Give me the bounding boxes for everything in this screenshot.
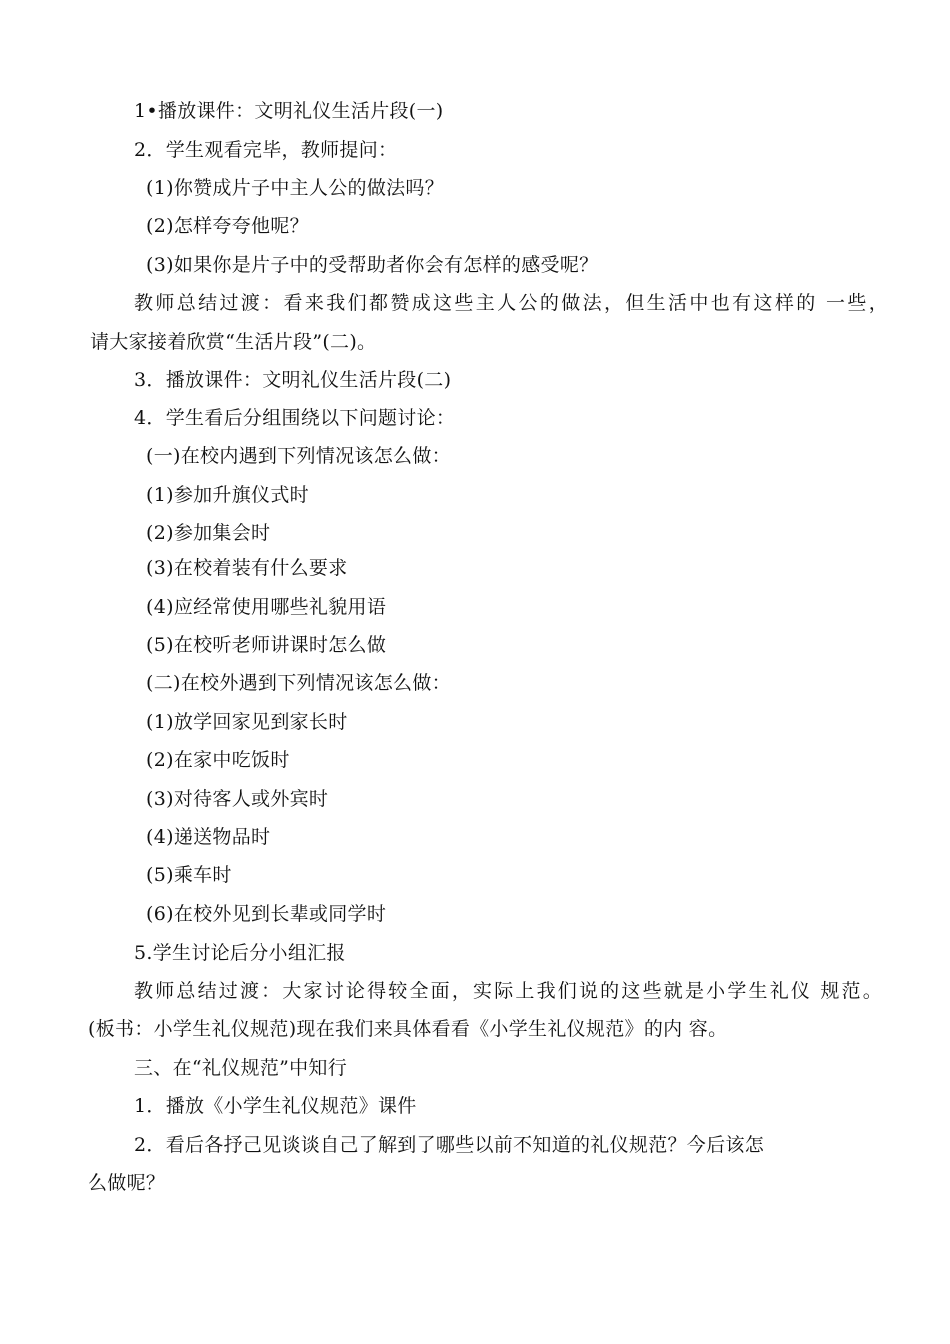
section-inside-school: (一)在校内遇到下列情况该怎么做： (146, 445, 451, 467)
outside-item-3: (3)对待客人或外宾时 (146, 788, 329, 810)
outside-item-6: (6)在校外见到长辈或同学时 (146, 903, 387, 925)
question-1: (1)你赞成片子中主人公的做法吗？ (146, 177, 445, 199)
part-3-heading: 三、在“礼仪规范”中知行 (134, 1057, 348, 1079)
outside-item-1: (1)放学回家见到家长时 (146, 711, 348, 733)
outside-item-5: (5)乘车时 (146, 864, 232, 886)
question-2: (2)怎样夸夸他呢？ (146, 215, 309, 237)
teacher-transition-1-line-2: 请大家接着欣赏“生活片段”(二)。 (90, 331, 377, 353)
step-1-play-courseware: 1•播放课件：文明礼仪生活片段(一) (134, 100, 444, 122)
question-3: (3)如果你是片子中的受帮助者你会有怎样的感受呢？ (146, 254, 599, 276)
inside-item-2: (2)参加集会时 (146, 522, 271, 544)
outside-item-2: (2)在家中吃饭时 (146, 749, 290, 771)
part-3-step-1: 1．播放《小学生礼仪规范》课件 (134, 1095, 417, 1117)
outside-item-4: (4)递送物品时 (146, 826, 271, 848)
step-5-group-report: 5.学生讨论后分小组汇报 (134, 942, 346, 964)
section-outside-school: (二)在校外遇到下列情况该怎么做： (146, 672, 451, 694)
part-3-step-2-line-1: 2．看后各抒己见谈谈自己了解到了哪些以前不知道的礼仪规范？今后该怎 (134, 1134, 764, 1156)
teacher-transition-2-line-2: (板书：小学生礼仪规范)现在我们来具体看看《小学生礼仪规范》的内 容。 (88, 1018, 728, 1040)
step-4-group-discussion: 4．学生看后分组围绕以下问题讨论： (134, 407, 456, 429)
inside-item-1: (1)参加升旗仪式时 (146, 484, 309, 506)
teacher-transition-2-line-1: 教师总结过渡：大家讨论得较全面，实际上我们说的这些就是小学生礼仪 规范。 (134, 980, 882, 1002)
inside-item-3: (3)在校着装有什么要求 (146, 557, 348, 579)
part-3-step-2-line-2: 么做呢？ (88, 1172, 166, 1194)
step-3-play-courseware: 3．播放课件：文明礼仪生活片段(二) (134, 369, 452, 391)
teacher-transition-1-line-1: 教师总结过渡：看来我们都赞成这些主人公的做法，但生活中也有这样的 一些， (134, 292, 888, 314)
inside-item-4: (4)应经常使用哪些礼貌用语 (146, 596, 387, 618)
step-2-teacher-asks: 2．学生观看完毕，教师提问： (134, 139, 398, 161)
inside-item-5: (5)在校听老师讲课时怎么做 (146, 634, 387, 656)
